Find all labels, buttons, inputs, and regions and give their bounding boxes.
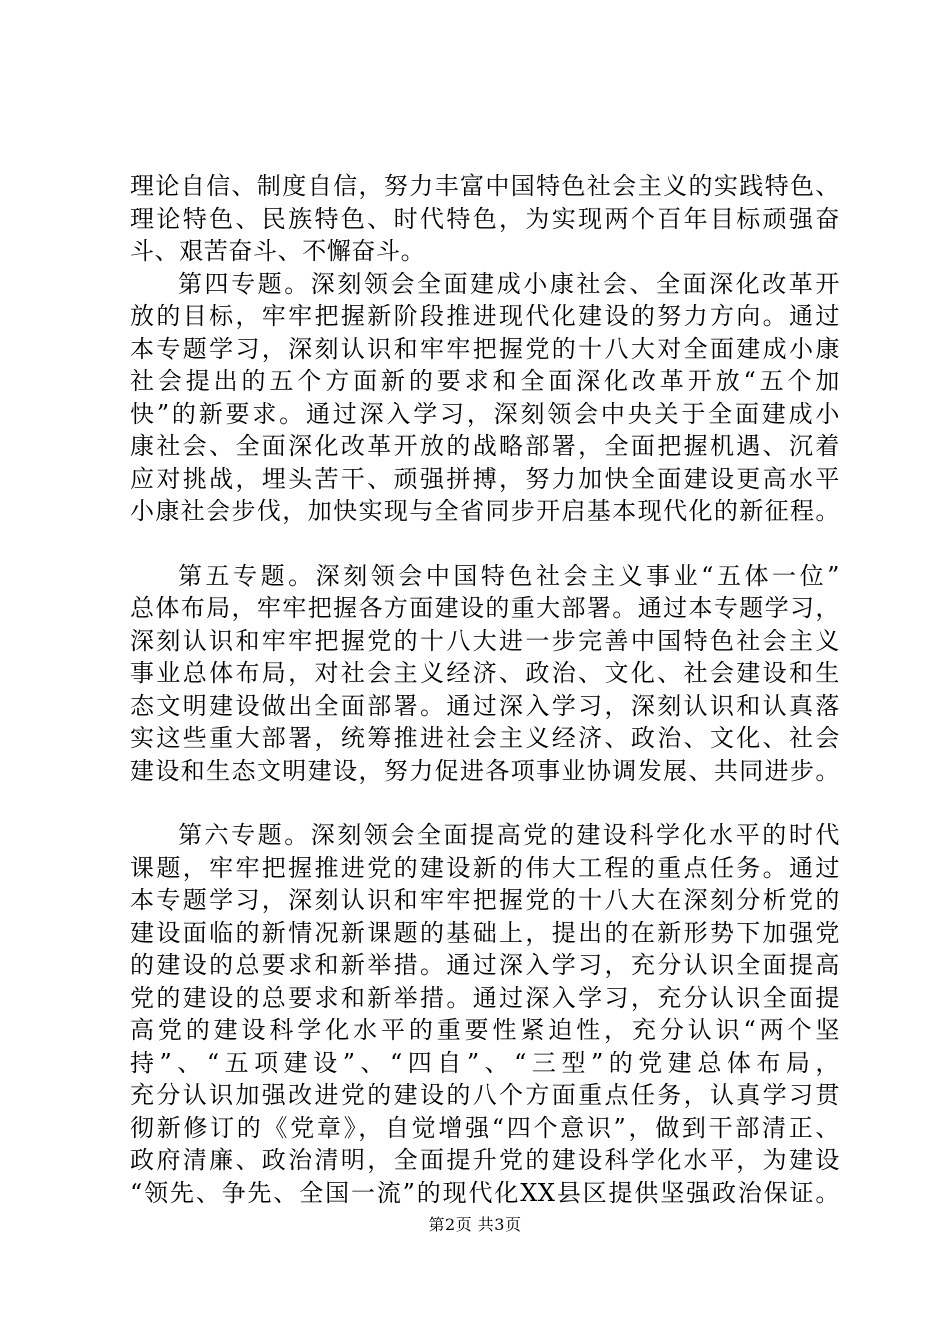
text-line: 充分认识加强改进党的建设的八个方面重点任务，认真学习贯 xyxy=(130,1081,840,1109)
text-line: 第四专题。深刻领会全面建成小康社会、全面深化改革开 xyxy=(178,269,840,298)
text-line: 本专题学习，深刻认识和牢牢把握党的十八大在深刻分析党的 xyxy=(130,886,840,914)
text-line: 理论自信、制度自信，努力丰富中国特色社会主义的实践特色、 xyxy=(130,172,840,200)
text-line: 建设和生态文明建设，努力促进各项事业协调发展、共同进步。 xyxy=(130,756,840,785)
text-line: 第五专题。深刻领会中国特色社会主义事业“五体一位” xyxy=(178,561,840,590)
text-line: 事业总体布局，对社会主义经济、政治、文化、社会建设和生 xyxy=(130,659,840,687)
text-line: 本专题学习，深刻认识和牢牢把握党的十八大对全面建成小康 xyxy=(130,334,840,363)
text-line: 持”、“五项建设”、“四自”、“三型”的党建总体布局， xyxy=(130,1048,840,1077)
text-line: 康社会、全面深化改革开放的战略部署，全面把握机遇、沉着 xyxy=(130,432,840,460)
paragraph-topic-six xyxy=(130,819,840,1209)
text-line: 高党的建设科学化水平的重要性紧迫性，充分认识“两个坚 xyxy=(130,1016,840,1044)
paragraph-continuation xyxy=(130,170,840,268)
text-line: 彻新修订的《党章》，自觉增强“四个意识”，做到干部清正、 xyxy=(130,1113,840,1142)
text-line: 态文明建设做出全面部署。通过深入学习，深刻认识和认真落 xyxy=(130,691,840,720)
paragraph-topic-four xyxy=(130,268,840,528)
text-line: 理论特色、民族特色、时代特色，为实现两个百年目标顽强奋 xyxy=(130,204,840,233)
text-line: 实这些重大部署，统筹推进社会主义经济、政治、文化、社会 xyxy=(130,724,840,752)
text-line: 政府清廉、政治清明，全面提升党的建设科学化水平，为建设 xyxy=(130,1146,840,1174)
document-body xyxy=(130,170,840,1209)
text-line: 深刻认识和牢牢把握党的十八大进一步完善中国特色社会主义 xyxy=(130,626,840,655)
text-line: 快”的新要求。通过深入学习，深刻领会中央关于全面建成小 xyxy=(130,399,840,428)
page-number-footer: 第2页 共3页 xyxy=(428,1215,522,1234)
text-line: 放的目标，牢牢把握新阶段推进现代化建设的努力方向。通过 xyxy=(130,302,840,330)
paragraph-topic-five xyxy=(130,560,840,788)
paragraph-spacer xyxy=(130,787,840,819)
text-line: “领先、争先、全国一流”的现代化XX县区提供坚强政治保证。 xyxy=(130,1178,840,1207)
text-line: 社会提出的五个方面新的要求和全面深化改革开放“五个加 xyxy=(130,367,840,395)
text-line: 小康社会步伐，加快实现与全省同步开启基本现代化的新征程。 xyxy=(130,497,840,525)
text-line: 的建设的总要求和新举措。通过深入学习，充分认识全面提高 xyxy=(130,951,840,979)
text-line: 应对挑战，埋头苦干、顽强拼搏，努力加快全面建设更高水平 xyxy=(130,464,840,493)
text-line: 第六专题。深刻领会全面提高党的建设科学化水平的时代 xyxy=(178,821,840,849)
paragraph-spacer xyxy=(130,528,840,560)
text-line: 斗、艰苦奋斗、不懈奋斗。 xyxy=(130,237,426,265)
text-line: 党的建设的总要求和新举措。通过深入学习，充分认识全面提 xyxy=(130,983,840,1012)
text-line: 课题，牢牢把握推进党的建设新的伟大工程的重点任务。通过 xyxy=(130,853,840,882)
text-line: 建设面临的新情况新课题的基础上，提出的在新形势下加强党 xyxy=(130,918,840,947)
text-line: 总体布局，牢牢把握各方面建设的重大部署。通过本专题学习， xyxy=(130,594,840,622)
